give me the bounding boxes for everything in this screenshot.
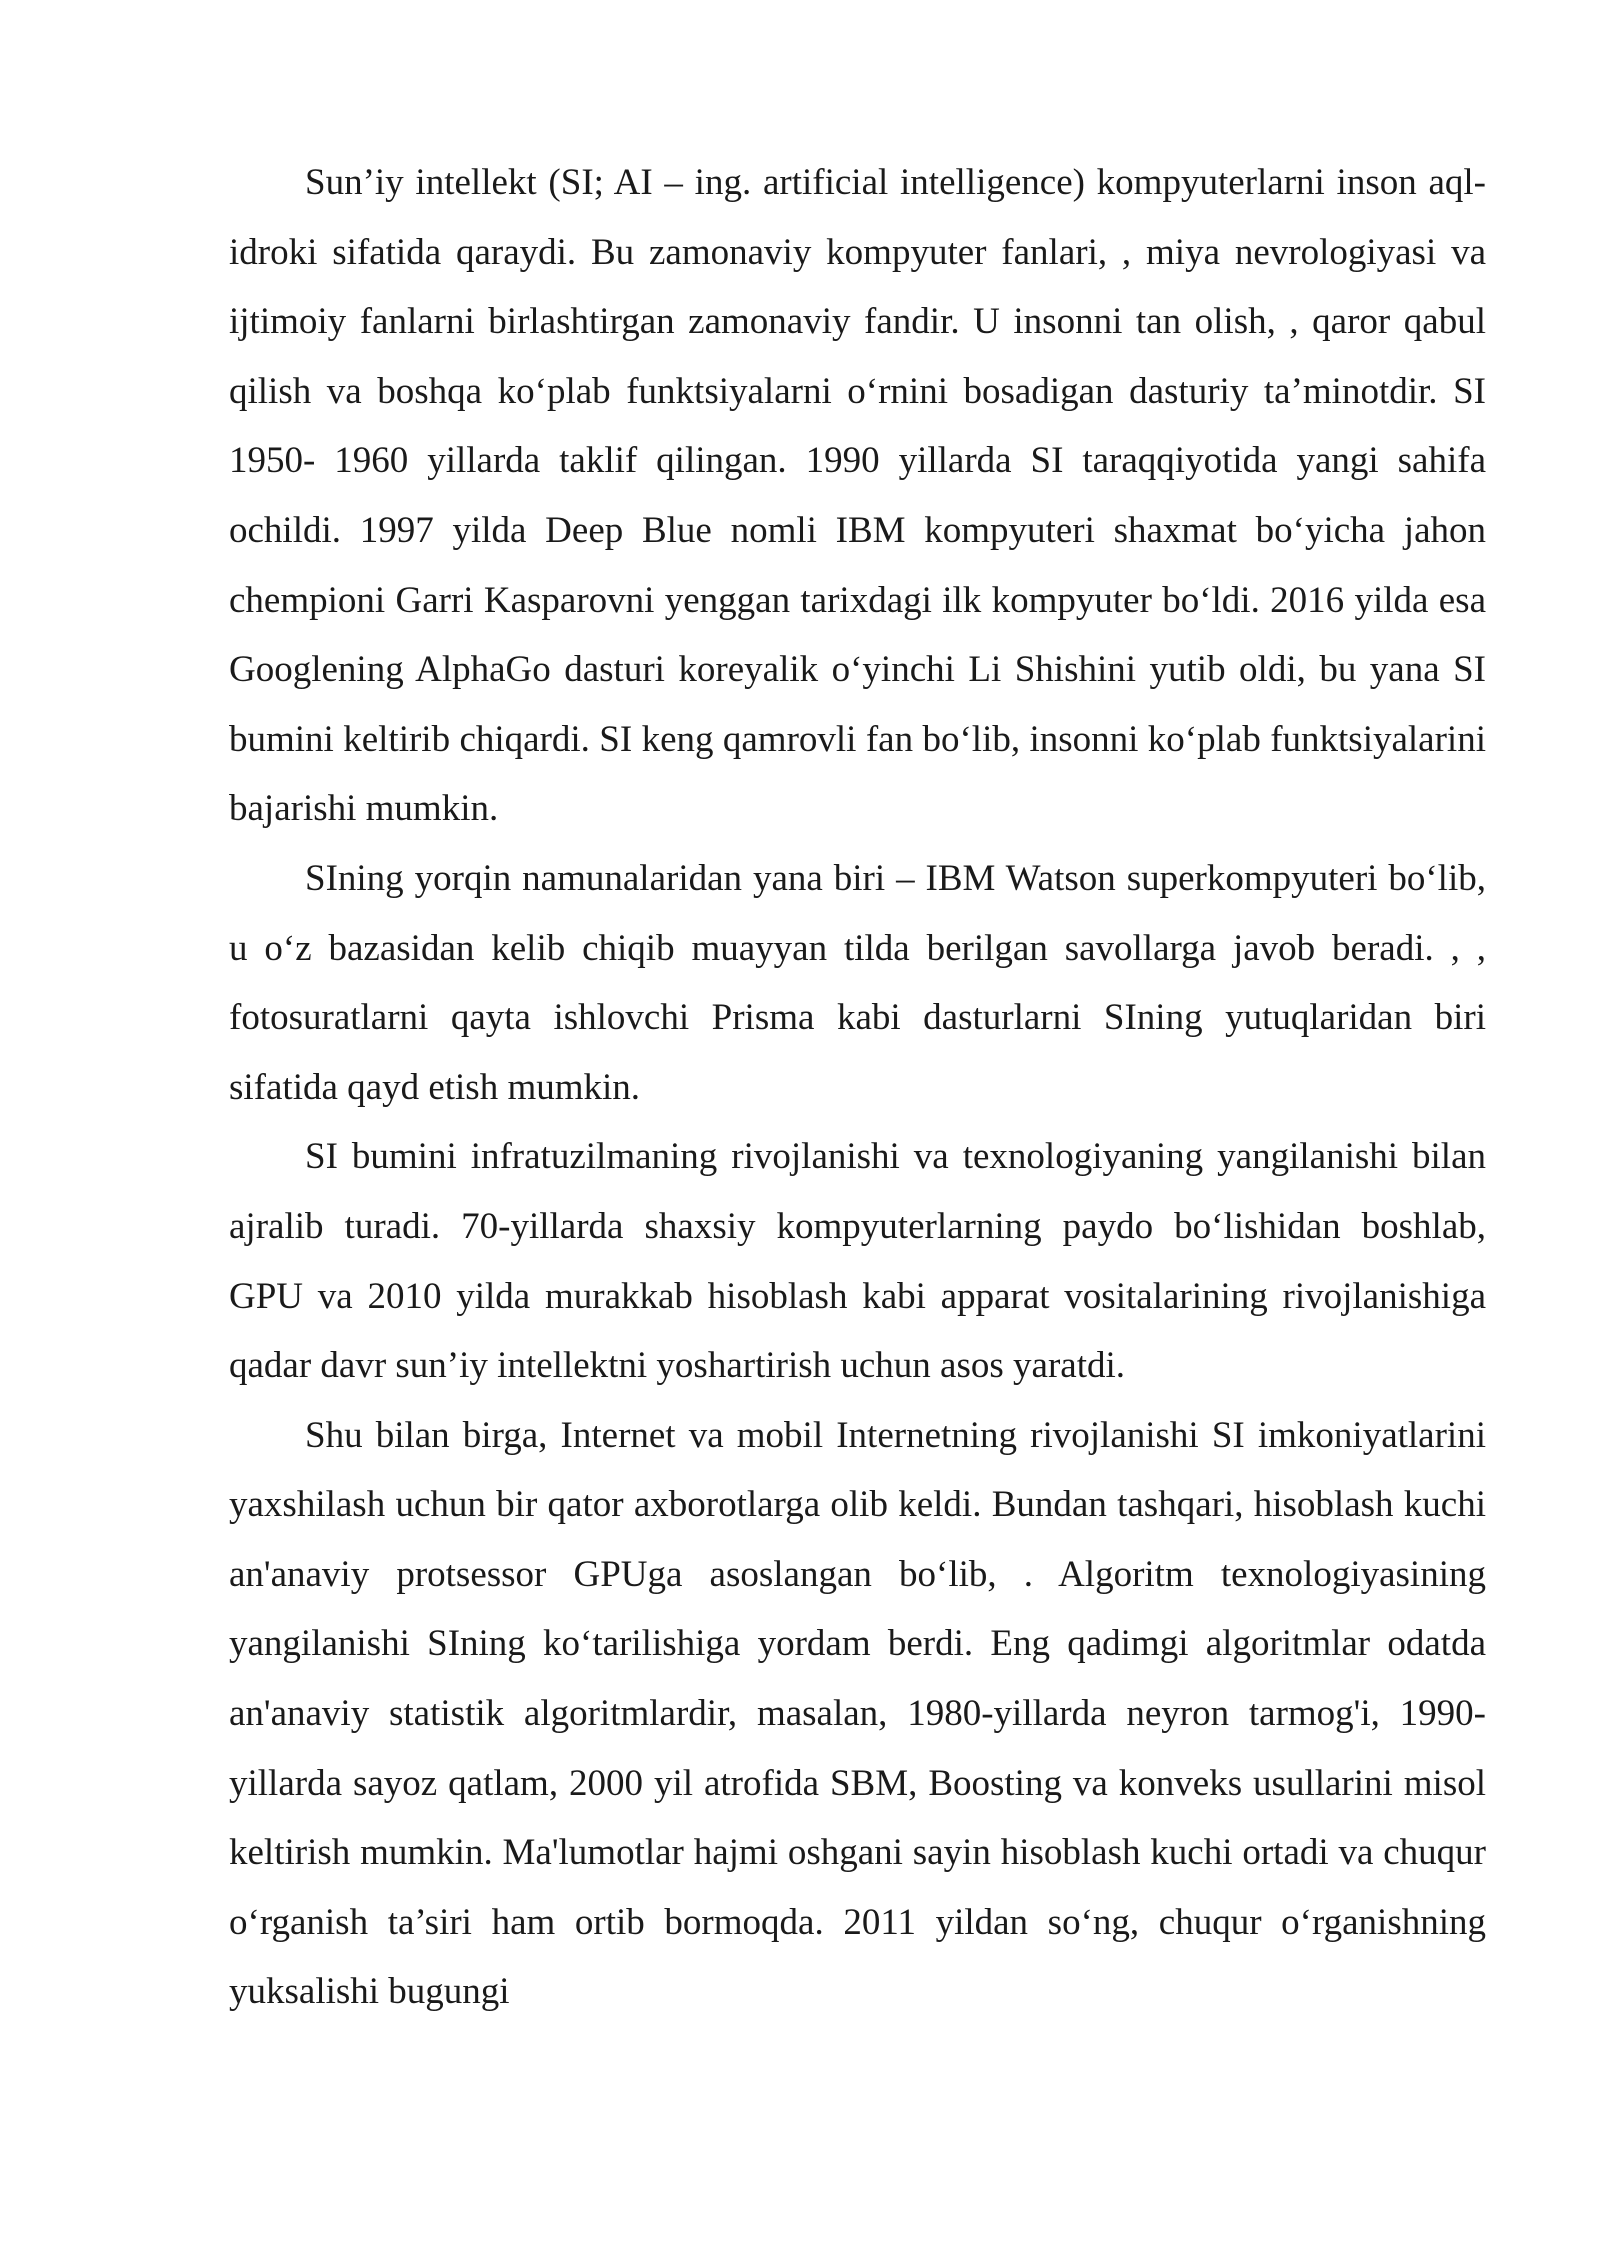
paragraph-2: SIning yorqin namunalaridan yana biri – IBM Watson superkompyuteri bo‘lib, u o‘z bazasidan kelib chiqib muayyan tilda berilgan savollarga javob beradi. , , fotosuratlarni qayta ishlovchi Prisma kabi dasturlarni SIning yutuqlaridan biri sifatida qayd etish mumkin. (229, 857, 1486, 1108)
paragraph-3: SI bumini infratuzilmaning rivojlanishi va texnologiyaning yangilanishi bilan ajralib turadi. 70-yillarda shaxsiy kompyuterlarning paydo bo‘lishidan boshlab, GPU va 2010 yilda murakkab hisoblash kabi apparat vositalarining rivojlanishiga qadar davr sun’iy intellektni yoshartirish uchun asos yaratdi. (229, 1136, 1486, 1387)
body-text (229, 148, 1486, 2027)
paragraph-1: Sun’iy intellekt (SI; AI – ing. artificial intelligence) kompyuterlarni inson aql-idroki sifatida qaraydi. Bu zamonaviy kompyuter fanlari, , miya nevrologiyasi va ijtimoiy fanlarni birlashtirgan zamonaviy fandir. U insonni tan olish, , qaror qabul qilish va boshqa ko‘plab funktsiyalarni o‘rnini bosadigan dasturiy ta’minotdir. SI 1950- 1960 yillarda taklif qilingan. 1990 yillarda SI taraqqiyotida yangi sahifa ochildi. 1997 yilda Deep Blue nomli IBM kompyuteri shaxmat bo‘yicha jahon chempioni Garri Kasparovni yenggan tarixdagi ilk kompyuter bo‘ldi. 2016 yilda esa Googlening AlphaGo dasturi koreyalik o‘yinchi Li Shishini yutib oldi, bu yana SI bumini keltirib chiqardi. SI keng qamrovli fan bo‘lib, insonni ko‘plab funktsiyalarini bajarishi mumkin. (229, 162, 1486, 830)
paragraph-4: Shu bilan birga, Internet va mobil Internetning rivojlanishi SI imkoniyatlarini yaxshilash uchun bir qator axborotlarga olib keldi. Bundan tashqari, hisoblash kuchi an'anaviy protsessor GPUga asoslangan bo‘lib, . Algoritm texnologiyasining yangilanishi SIning ko‘tarilishiga yordam berdi. Eng qadimgi algoritmlar odatda an'anaviy statistik algoritmlardir, masalan, 1980-yillarda neyron tarmog'i, 1990- yillarda sayoz qatlam, 2000 yil atrofida SBM, Boosting va konveks usullarini misol keltirish mumkin. Ma'lumotlar hajmi oshgani sayin hisoblash kuchi ortadi va chuqur o‘rganish ta’siri ham ortib bormoqda. 2011 yildan so‘ng, chuqur o‘rganishning yuksalishi bugungi (229, 1414, 1486, 2013)
